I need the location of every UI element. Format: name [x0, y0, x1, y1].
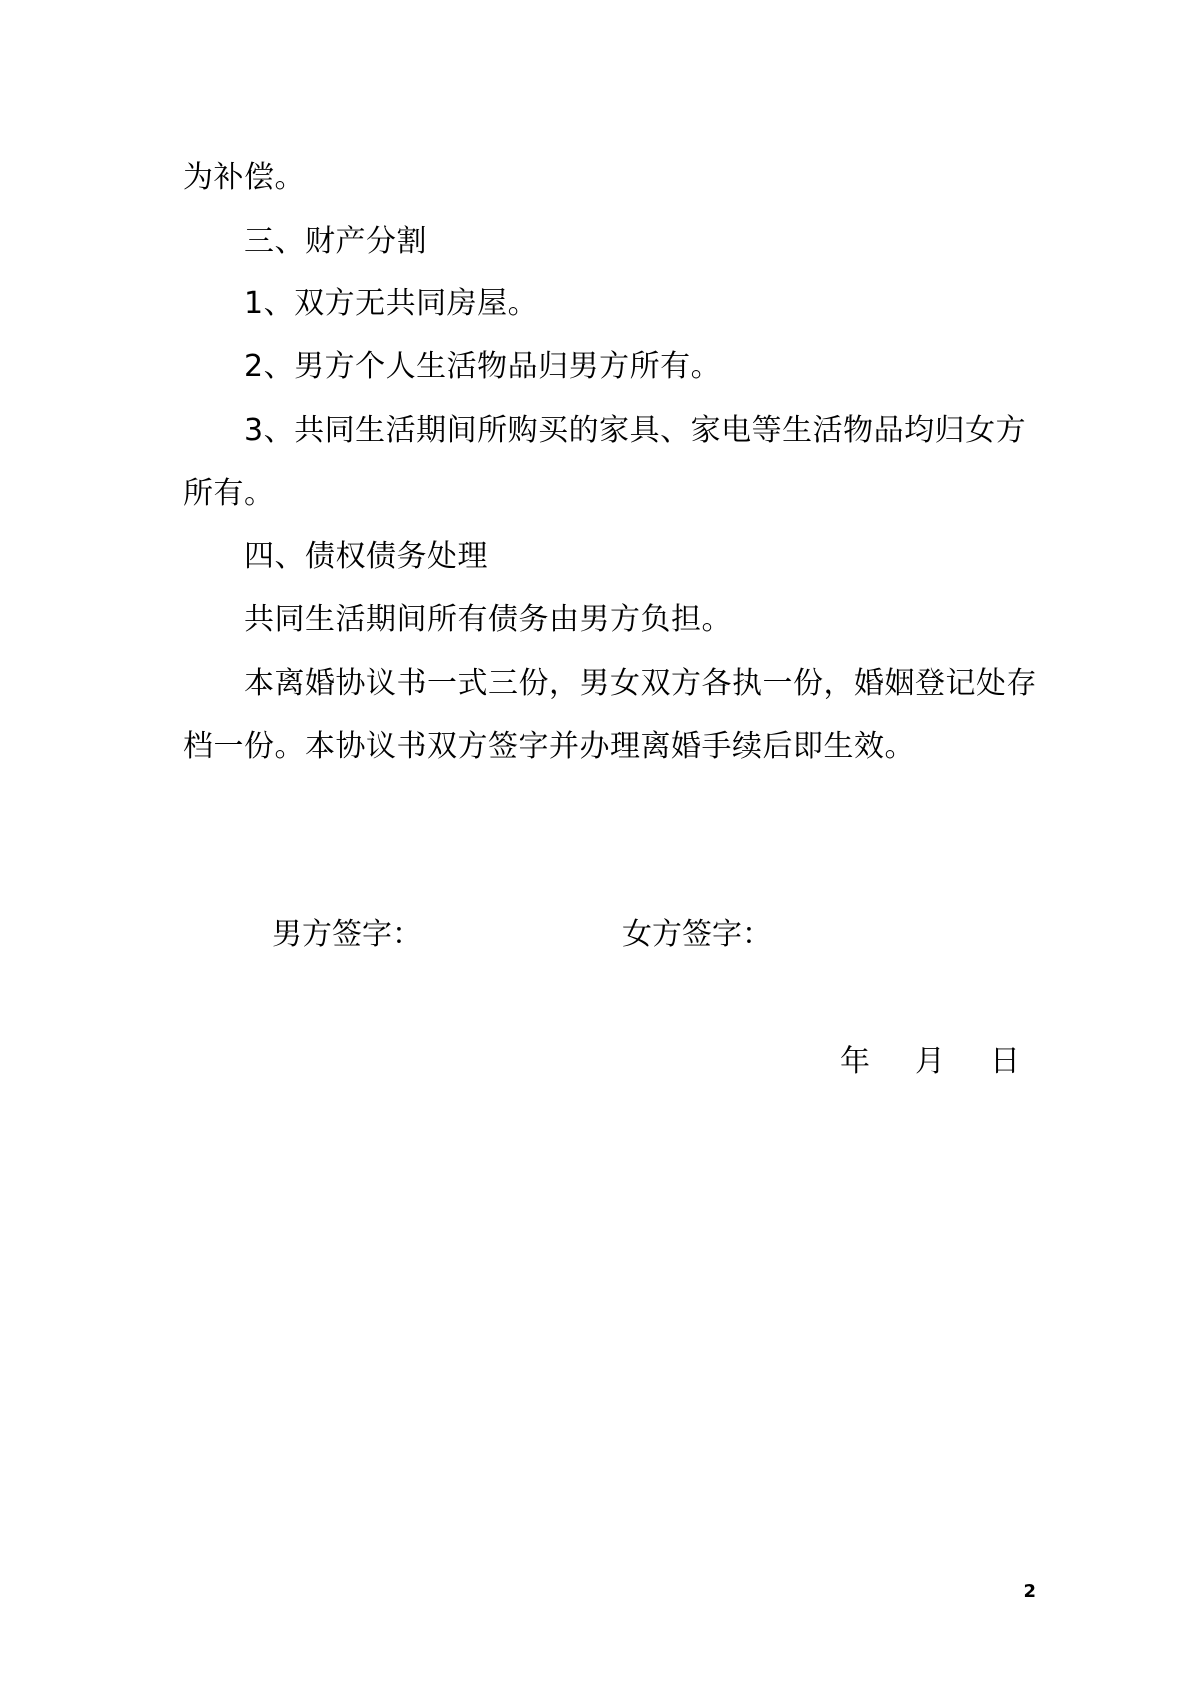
section-heading-property: 三、财产分割 — [244, 224, 427, 259]
clause-3: 3、共同生活期间所购买的家具、家电等生活物品均归女方 — [244, 413, 1027, 448]
copies-clause-continuation: 档一份。本协议书双方签字并办理离婚手续后即生效。 — [183, 729, 915, 764]
copies-clause: 本离婚协议书一式三份，男女双方各执一份，婚姻登记处存 — [244, 666, 1037, 701]
text-line-continuation: 为补偿。 — [183, 160, 305, 195]
date-year: 年 — [840, 1044, 870, 1079]
date-day: 日 — [990, 1044, 1020, 1079]
clause-3-continuation: 所有。 — [183, 476, 275, 511]
clause-1: 1、双方无共同房屋。 — [244, 286, 539, 321]
section-heading-debts: 四、债权债务处理 — [244, 539, 488, 574]
date-month: 月 — [915, 1044, 945, 1079]
debts-clause: 共同生活期间所有债务由男方负担。 — [244, 602, 732, 637]
page-number: 2 — [1023, 1581, 1036, 1602]
female-signature-label: 女方签字： — [622, 917, 772, 952]
male-signature-label: 男方签字： — [272, 917, 422, 952]
clause-2: 2、男方个人生活物品归男方所有。 — [244, 349, 722, 384]
